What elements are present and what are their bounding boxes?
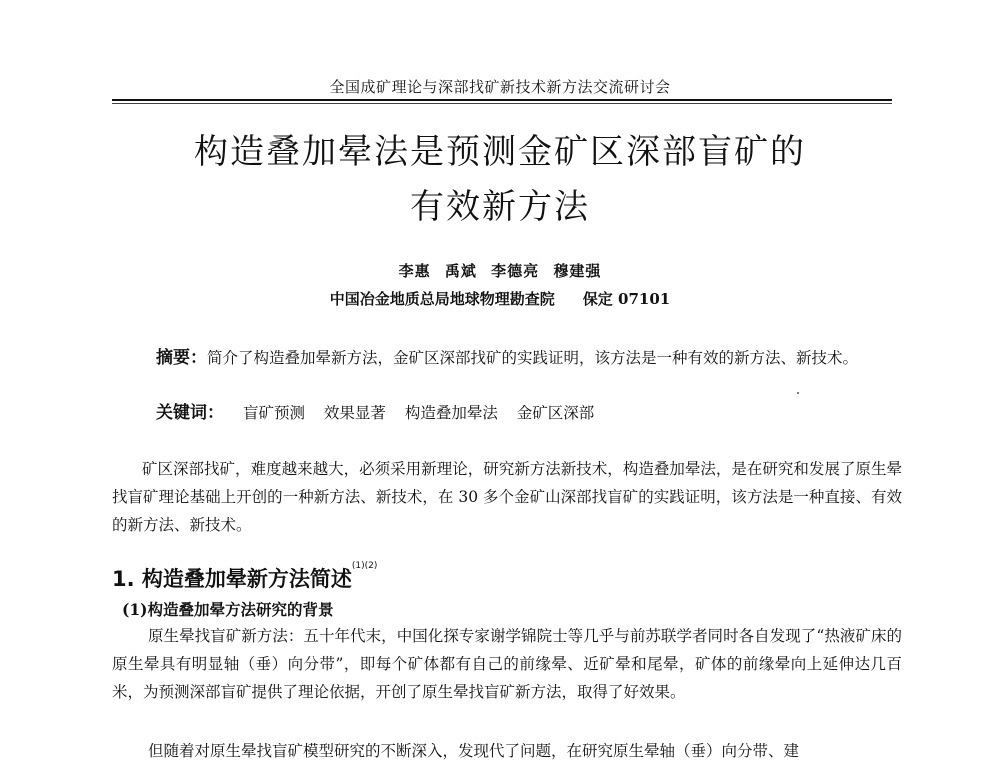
section-1-heading xyxy=(112,563,377,593)
abstract-text: 简介了构造叠加晕新方法，金矿区深部找矿的实践证明，该方法是一种有效的新方法、新技术。 xyxy=(207,349,859,367)
keywords-label: 关键词： xyxy=(156,403,224,423)
header-rule xyxy=(112,99,892,101)
abstract-label: 摘要： xyxy=(156,348,207,368)
intro-paragraph: 矿区深部找矿，难度越来越大，必须采用新理论，研究新方法新技术，构造叠加晕法，是在研究和发展了原生晕找盲矿理论基础上开创的一种新方法、新技术，在 30 多个金矿山深部找盲矿的实践证明，该方法是一种直接、有效的新方法、新技术。 xyxy=(112,460,902,534)
author-list: 李惠 禹斌 李德亮 穆建强 xyxy=(398,262,602,280)
section-1-refs: (1)(2) xyxy=(351,561,378,571)
affiliation-institute: 中国冶金地质总局地球物理勘查院 xyxy=(329,290,555,308)
keyword-item: 效果显著 xyxy=(323,404,386,422)
section-1-heading-text: 1. 构造叠加晕新方法简述 xyxy=(112,567,352,591)
keyword-item: 构造叠加晕法 xyxy=(404,404,498,422)
body-paragraph: 原生晕找盲矿新方法：五十年代末，中国化探专家谢学锦院士等几乎与前苏联学者同时各自发现了“热液矿床的原生晕具有明显轴（垂）向分带”，即每个矿体都有自己的前缘晕、近矿晕和尾晕，矿体的前缘晕向上延伸达几百米，为预测深部盲矿提供了理论依据，开创了原生晕找盲矿新方法，取得了好效果。 xyxy=(112,627,902,701)
paper-title-line-2: 有效新方法 xyxy=(410,187,590,227)
running-header: 全国成矿理论与深部找矿新技术新方法交流研讨会 xyxy=(329,78,671,96)
affiliation xyxy=(0,288,1000,309)
keyword-item: 盲矿预测 xyxy=(242,404,305,422)
body-paragraph-cut: 但随着对原生晕找盲矿模型研究的不断深入，发现代了问题，在研究原生晕轴（垂）向分带、建 xyxy=(148,742,800,760)
header-rule-thin xyxy=(112,103,892,104)
scan-dot-mark xyxy=(797,392,799,394)
affiliation-city: 保定 07101 xyxy=(582,290,671,308)
keyword-item: 金矿区深部 xyxy=(516,404,595,422)
abstract xyxy=(112,344,902,372)
paper-title-line-1: 构造叠加晕法是预测金矿区深部盲矿的 xyxy=(194,132,806,172)
keywords xyxy=(156,399,608,427)
subsection-1-1-heading: (1)构造叠加晕方法研究的背景 xyxy=(122,600,334,619)
